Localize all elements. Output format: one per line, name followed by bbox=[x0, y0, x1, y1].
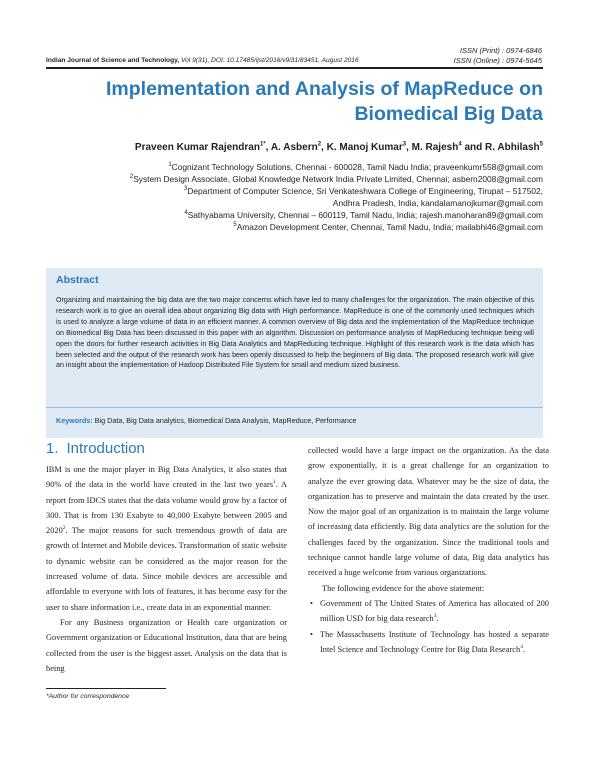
affiliation bbox=[46, 185, 543, 197]
affiliation-text: System Design Associate, Global Knowledge Network India Private Limited, Chennai; asbern2008@gmail.com bbox=[133, 174, 543, 184]
right-column bbox=[308, 443, 549, 657]
affiliation-mark: 2 bbox=[129, 174, 134, 181]
author-separator: , bbox=[321, 142, 327, 153]
affiliation bbox=[46, 221, 543, 233]
intro-paragraph-2: For any Business organization or Health care organization or Government organization or Educational Institution, data that are being collected from the user is the biggest asset. Analysis on the data that is being bbox=[46, 617, 287, 673]
keywords-line bbox=[56, 416, 534, 426]
journal-info: Vol 9(31), DOI: 10.17485/ijst/2016/v9i31/83451, August 2016 bbox=[179, 57, 359, 64]
list-item: • The Massachusetts Institute of Technology has hosted a separate Intel Science and Technology Centre for Big Data Research$^4$. bbox=[308, 627, 549, 658]
author-affiliation-mark: 2 bbox=[317, 141, 322, 148]
journal-name: Indian Journal of Science and Technology, bbox=[46, 57, 180, 64]
section-title: Introduction bbox=[66, 440, 145, 457]
abstract-box bbox=[46, 268, 543, 438]
author-separator: , bbox=[265, 142, 271, 153]
affiliation-text: Cognizant Technology Solutions, Chennai - 600028, Tamil Nadu India; praveenkumr558@gmail.com bbox=[171, 162, 543, 172]
affiliation-text: Amazon Development Center, Chennai, Tamil Nadu, India; mailabhi46@gmail.com bbox=[236, 222, 543, 232]
author-separator: , bbox=[406, 142, 412, 153]
author-name: M. Rajesh bbox=[411, 142, 459, 153]
affiliation-mark: 1 bbox=[168, 162, 172, 169]
affiliation bbox=[46, 197, 543, 209]
author-name: Praveen Kumar Rajendran bbox=[134, 142, 260, 153]
author-list bbox=[46, 142, 543, 154]
author-affiliation-mark: 5 bbox=[539, 141, 543, 148]
journal-citation bbox=[46, 56, 466, 65]
intro-paragraph-1: IBM is one the major player in Big Data Analytics, it also states that 90% of the data in the world have created in the last two years$^1$. A report from IDCS states that the data volume would grow by a factor of 300. That is from 130 Exabyte to 40,000 Exabyte between 2005 and 2020$^2$. The major reasons for such tremendous growth of data are growth of Internet and Mobile devices. Transformation of static website to dynamic website can be considered as the major reason for the increased volume of data. Since mobile devices are accessible and affordable to everyone with lots of features, it has become easy for the user to share information i.e., create data in an exponential manner. bbox=[46, 465, 287, 612]
affiliation-mark: 3 bbox=[183, 186, 188, 193]
affiliation bbox=[46, 161, 543, 173]
author-affiliation-mark: 3 bbox=[402, 141, 407, 148]
abstract-heading: Abstract bbox=[56, 274, 99, 286]
footnote: *Author for correspondence bbox=[46, 693, 130, 700]
affiliation-text: Sathyabama University, Chennai – 600119, Tamil Nadu, India; rajesh.manoharan89@gmail.com bbox=[187, 210, 543, 220]
section-number: 1. bbox=[46, 440, 59, 457]
affiliation-mark: 5 bbox=[233, 222, 237, 229]
issn-online: ISSN (Online) : 0974-5645 bbox=[453, 55, 542, 65]
author-name: A. Asbern bbox=[270, 142, 318, 153]
keywords-label: Keywords: bbox=[56, 416, 93, 425]
evidence-intro: The following evidence for the above statement: bbox=[322, 583, 485, 593]
affiliation-mark: 4 bbox=[184, 210, 188, 217]
author-separator: and bbox=[461, 142, 486, 153]
abstract-divider bbox=[46, 407, 543, 408]
intro-paragraph-3: collected would have a large impact on the organization. As the data grow exponentially, it is a great challenge for an organization to analyze the ever growing data. Whatever may be the size of data, the organization has to preserve and maintain the data created by the user. Now the major goal of an organization is to maintain the large volume of increasing data efficiently. Big data analytics are the solution for the challenges faced by the organization. Since the traditional tools and technique cannot handle large volume of data, Big data analytics has received a huge welcome from various organizations. bbox=[308, 446, 549, 578]
author-name: K. Manoj Kumar bbox=[326, 142, 403, 153]
issn-print: ISSN (Print) : 0974-6846 bbox=[459, 46, 542, 55]
title-line-1: Implementation and Analysis of MapReduce on bbox=[105, 78, 543, 100]
section-heading bbox=[46, 439, 286, 459]
footnote-divider bbox=[46, 688, 166, 689]
author-name: R. Abhilash bbox=[485, 142, 540, 153]
keywords-list: Big Data, Big Data analytics, Biomedical Data Analysis, MapReduce, Performance bbox=[92, 416, 357, 425]
header-divider bbox=[46, 67, 543, 69]
affiliation-list bbox=[46, 161, 543, 233]
abstract-text: Organizing and maintaining the big data are the two major concerns which have led to many challenges for the organization. The main objective of this research work is to give an overall idea about organizing Big data with High performance. MapReduce is one of the commonly used techniques which is used to analyze a large volume of data in an efficient manner. A common overview of Big data and the implementation of the MapReduce technique on Biomedical Big Data has been discussed in this paper with an algorithm. Discussion on performance analysis of MapReducing technique being will open the doors for further research activities in Big Data Analytics and MapReducing technique. Highlight of this research work is the data which has been selected and the output of the research work has been openly discussed to help the beginners of Big data. The proposed research work will give an insight about the implementation of Hadoop Distributed File System for small and medium sized business. bbox=[56, 296, 534, 370]
affiliation-text: Andhra Pradesh, India, kandalamanojkumar@gmail.com bbox=[332, 198, 543, 208]
affiliation bbox=[46, 209, 543, 221]
evidence-list bbox=[308, 596, 549, 657]
left-column bbox=[46, 462, 287, 676]
paper-title bbox=[46, 77, 543, 127]
author-affiliation-mark: 1* bbox=[259, 141, 266, 148]
affiliation bbox=[46, 173, 543, 185]
author-affiliation-mark: 4 bbox=[458, 141, 462, 148]
title-line-2: Biomedical Big Data bbox=[354, 103, 543, 125]
affiliation-text: Department of Computer Science, Sri Venkateshwara College of Engineering, Tirupat – 517502, bbox=[187, 186, 543, 196]
list-item: • Government of The United States of America has allocated of 200 million USD for big data research$^3$. bbox=[308, 596, 549, 627]
